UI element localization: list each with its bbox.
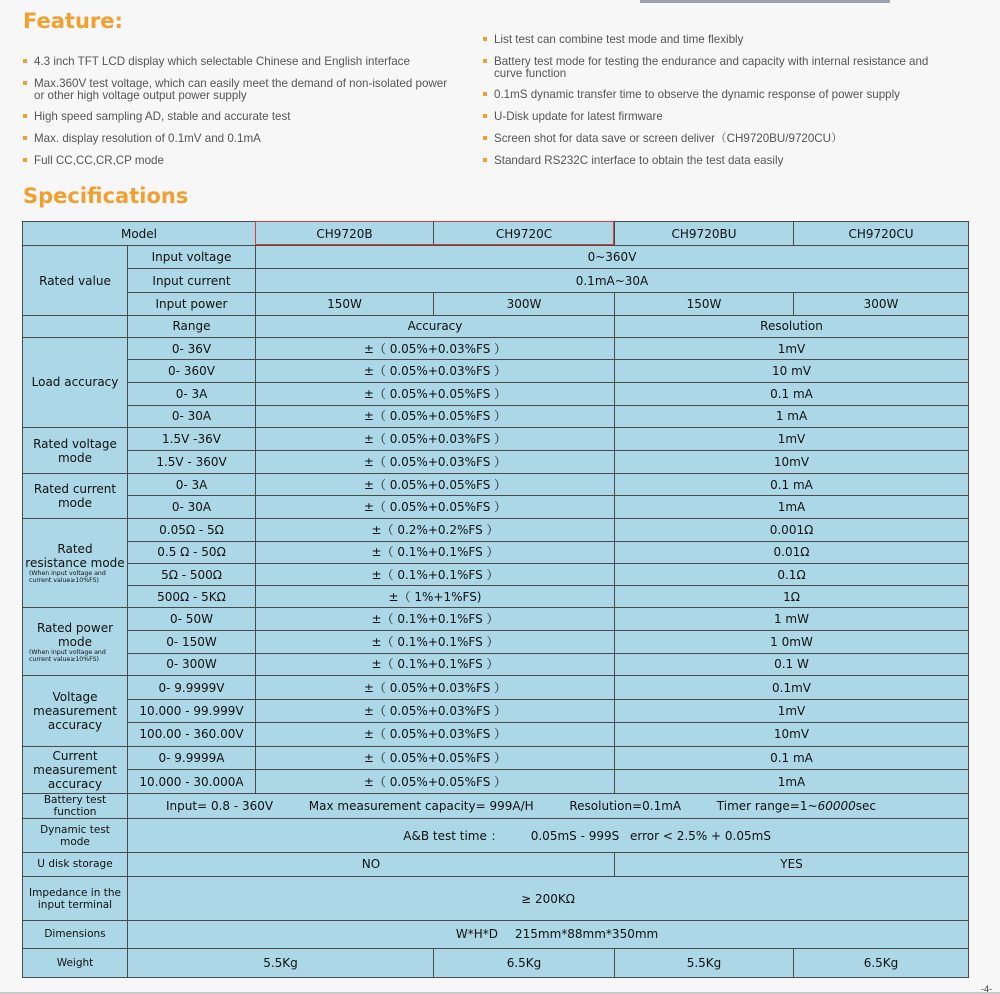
accuracy-cell: ±（ 0.1%+0.1%FS ） bbox=[256, 541, 615, 563]
rated-value-label: Rated value bbox=[23, 246, 128, 316]
accuracy-cell: ±（ 1%+1%FS) bbox=[256, 586, 615, 608]
range-cell: 0- 360V bbox=[128, 360, 256, 383]
weight-value: 6.5Kg bbox=[794, 948, 969, 977]
resolution-cell: 1 mA bbox=[615, 405, 969, 427]
model-cell: CH9720BU bbox=[615, 222, 794, 246]
feature-item: U-Disk update for latest firmware bbox=[483, 111, 663, 123]
range-cell: 0- 36V bbox=[128, 338, 256, 360]
feature-item: Max. display resolution of 0.1mV and 0.1mA bbox=[23, 133, 261, 145]
battery-timer: Timer range=1~60000sec bbox=[716, 799, 876, 814]
table-row bbox=[23, 292, 969, 315]
range-cell: 1.5V - 360V bbox=[128, 451, 256, 474]
weight-label: Weight bbox=[23, 948, 128, 977]
table-row bbox=[23, 338, 969, 360]
voltage-measurement-label: Voltage measurement accuracy bbox=[23, 676, 128, 747]
bullet-icon bbox=[483, 37, 487, 41]
bullet-icon bbox=[483, 114, 487, 118]
table-row bbox=[23, 769, 969, 793]
range-cell: 100.00 - 360.00V bbox=[128, 722, 256, 746]
resolution-cell: 10mV bbox=[615, 451, 969, 474]
page-number: -4- bbox=[981, 984, 992, 994]
rated-power-label bbox=[23, 608, 128, 676]
table-row bbox=[23, 269, 969, 292]
feature-item: List test can combine test mode and time flexibly bbox=[483, 34, 743, 46]
dynamic-test-label: Dynamic test mode bbox=[23, 819, 128, 852]
input-current-label: Input current bbox=[128, 269, 256, 292]
resolution-cell: 1mA bbox=[615, 496, 969, 518]
input-voltage-label: Input voltage bbox=[128, 246, 256, 269]
accuracy-cell: ±（ 0.05%+0.03%FS ） bbox=[256, 722, 615, 746]
resolution-cell: 1 mW bbox=[615, 608, 969, 630]
table-row bbox=[23, 246, 969, 269]
resolution-cell: 0.01Ω bbox=[615, 541, 969, 563]
spec-table bbox=[22, 221, 969, 978]
table-row bbox=[23, 586, 969, 608]
bullet-icon bbox=[23, 158, 27, 162]
blank-cell bbox=[23, 315, 128, 337]
range-cell: 0- 30A bbox=[128, 405, 256, 427]
resolution-cell: 1 0mW bbox=[615, 630, 969, 653]
battery-capacity: Max measurement capacity= 999A/H bbox=[308, 799, 534, 814]
weight-value: 5.5Kg bbox=[615, 948, 794, 977]
u-disk-yes: YES bbox=[615, 852, 969, 876]
table-row bbox=[23, 496, 969, 518]
input-power-value: 150W bbox=[615, 292, 794, 315]
resolution-cell: 0.1 W bbox=[615, 653, 969, 675]
bullet-icon bbox=[23, 59, 27, 63]
rated-resistance-label bbox=[23, 518, 128, 608]
feature-item: Standard RS232C interface to obtain the test data easily bbox=[483, 155, 783, 167]
table-row bbox=[23, 746, 969, 769]
feature-item: Full CC,CC,CR,CP mode bbox=[23, 155, 164, 167]
input-power-label: Input power bbox=[128, 292, 256, 315]
accuracy-cell: ±（ 0.05%+0.05%FS ） bbox=[256, 769, 615, 793]
resolution-cell: 0.1 mA bbox=[615, 474, 969, 496]
model-cell: CH9720B bbox=[256, 222, 434, 246]
accuracy-cell: ±（ 0.05%+0.03%FS ） bbox=[256, 427, 615, 450]
range-cell: 0- 9.9999V bbox=[128, 676, 256, 700]
dimensions-size: 215mm*88mm*350mm bbox=[515, 927, 659, 942]
table-row bbox=[23, 630, 969, 653]
u-disk-no: NO bbox=[128, 852, 615, 876]
impedance-value: ≥ 200KΩ bbox=[128, 876, 969, 920]
range-cell: 0- 150W bbox=[128, 630, 256, 653]
table-row bbox=[23, 700, 969, 722]
resolution-cell: 1mV bbox=[615, 338, 969, 360]
feature-heading: Feature: bbox=[23, 9, 123, 33]
table-row bbox=[23, 518, 969, 541]
weight-value: 6.5Kg bbox=[434, 948, 615, 977]
table-row bbox=[23, 676, 969, 700]
table-row bbox=[23, 315, 969, 337]
bullet-icon bbox=[483, 158, 487, 162]
table-row bbox=[23, 852, 969, 876]
table-row bbox=[23, 722, 969, 746]
range-cell: 0- 300W bbox=[128, 653, 256, 675]
feature-item: High speed sampling AD, stable and accurate test bbox=[23, 111, 291, 123]
range-cell: 5Ω - 500Ω bbox=[128, 564, 256, 586]
range-cell: 0- 3A bbox=[128, 383, 256, 405]
rated-resistance-note: (When input voltage and current value≥10%FS) bbox=[29, 570, 106, 585]
table-row bbox=[23, 451, 969, 474]
accuracy-cell: ±（ 0.1%+0.1%FS ） bbox=[256, 630, 615, 653]
accuracy-cell: ±（ 0.05%+0.03%FS ） bbox=[256, 338, 615, 360]
feature-item: 0.1mS dynamic transfer time to observe the dynamic response of power supply bbox=[483, 89, 900, 101]
feature-item: Battery test mode for testing the endurance and capacity with internal resistance and curve function bbox=[483, 56, 939, 79]
accuracy-cell: ±（ 0.2%+0.2%FS ） bbox=[256, 518, 615, 541]
dynamic-error: error < 2.5% + 0.05mS bbox=[630, 828, 771, 843]
range-cell: 0- 50W bbox=[128, 608, 256, 630]
resolution-cell: 1mV bbox=[615, 427, 969, 450]
weight-value: 5.5Kg bbox=[128, 948, 434, 977]
table-row bbox=[23, 819, 969, 852]
bullet-icon bbox=[23, 136, 27, 140]
rated-power-note: (When input voltage and current value≥10%FS) bbox=[29, 648, 106, 663]
model-label: Model bbox=[23, 222, 256, 246]
resolution-cell: 10mV bbox=[615, 722, 969, 746]
dynamic-time-range: 0.05mS - 999S bbox=[530, 828, 620, 843]
table-row bbox=[23, 383, 969, 405]
table-row bbox=[23, 921, 969, 948]
range-cell: 500Ω - 5KΩ bbox=[128, 586, 256, 608]
resolution-cell: 0.1 mA bbox=[615, 383, 969, 405]
impedance-label: Impedance in the input terminal bbox=[23, 876, 128, 920]
accuracy-cell: ±（ 0.05%+0.05%FS ） bbox=[256, 405, 615, 427]
resolution-cell: 10 mV bbox=[615, 360, 969, 383]
dimensions-label: Dimensions bbox=[23, 921, 128, 948]
range-cell: 10.000 - 30.000A bbox=[128, 769, 256, 793]
current-measurement-label: Current measurement accuracy bbox=[23, 746, 128, 793]
model-cell: CH9720C bbox=[434, 222, 615, 246]
input-power-value: 300W bbox=[794, 292, 969, 315]
input-power-value: 150W bbox=[256, 292, 434, 315]
range-cell: 0- 30A bbox=[128, 496, 256, 518]
accuracy-cell: ±（ 0.05%+0.03%FS ） bbox=[256, 676, 615, 700]
range-cell: 0- 9.9999A bbox=[128, 746, 256, 769]
table-row bbox=[23, 427, 969, 450]
input-current-value: 0.1mA~30A bbox=[256, 269, 969, 292]
table-row bbox=[23, 564, 969, 586]
dimensions-value bbox=[128, 921, 969, 948]
feature-item: 4.3 inch TFT LCD display which selectable Chinese and English interface bbox=[23, 56, 410, 68]
table-row bbox=[23, 653, 969, 675]
battery-resolution: Resolution=0.1mA bbox=[569, 799, 682, 814]
range-cell: 0.05Ω - 5Ω bbox=[128, 518, 256, 541]
table-row bbox=[23, 794, 969, 819]
bullet-icon bbox=[483, 59, 487, 63]
table-row bbox=[23, 948, 969, 977]
dynamic-ab-time: A&B test time ： bbox=[403, 828, 503, 843]
resolution-cell: 1mV bbox=[615, 700, 969, 722]
feature-item: Screen shot for data save or screen deliver（CH9720BU/9720CU） bbox=[483, 133, 843, 145]
battery-test-label: Battery test function bbox=[23, 794, 128, 819]
resolution-cell: 1mA bbox=[615, 769, 969, 793]
bullet-icon bbox=[483, 92, 487, 96]
rated-voltage-label: Rated voltage mode bbox=[23, 427, 128, 473]
model-cell: CH9720CU bbox=[794, 222, 969, 246]
table-row bbox=[23, 608, 969, 630]
spec-heading: Specifications bbox=[23, 184, 189, 208]
resolution-cell: 0.1Ω bbox=[615, 564, 969, 586]
resolution-cell: 0.1 mA bbox=[615, 746, 969, 769]
accuracy-cell: ±（ 0.1%+0.1%FS ） bbox=[256, 564, 615, 586]
rated-current-label: Rated current mode bbox=[23, 474, 128, 518]
accuracy-cell: ±（ 0.1%+0.1%FS ） bbox=[256, 608, 615, 630]
resolution-header: Resolution bbox=[615, 315, 969, 337]
table-row bbox=[23, 541, 969, 563]
accuracy-cell: ±（ 0.05%+0.03%FS ） bbox=[256, 700, 615, 722]
range-cell: 0.5 Ω - 50Ω bbox=[128, 541, 256, 563]
accuracy-cell: ±（ 0.05%+0.05%FS ） bbox=[256, 474, 615, 496]
table-row bbox=[23, 474, 969, 496]
table-row bbox=[23, 876, 969, 920]
battery-input: Input= 0.8 - 360V bbox=[166, 799, 274, 814]
battery-test-value bbox=[128, 794, 969, 819]
resolution-cell: 0.1mV bbox=[615, 676, 969, 700]
top-decor-bar bbox=[640, 0, 890, 3]
accuracy-cell: ±（ 0.05%+0.05%FS ） bbox=[256, 383, 615, 405]
bullet-icon bbox=[23, 81, 27, 85]
load-accuracy-label: Load accuracy bbox=[23, 338, 128, 428]
dimensions-whd: W*H*D bbox=[455, 927, 499, 942]
input-power-value: 300W bbox=[434, 292, 615, 315]
dynamic-test-value bbox=[128, 819, 969, 852]
accuracy-cell: ±（ 0.05%+0.03%FS ） bbox=[256, 451, 615, 474]
accuracy-header: Accuracy bbox=[256, 315, 615, 337]
resolution-cell: 1Ω bbox=[615, 586, 969, 608]
accuracy-cell: ±（ 0.1%+0.1%FS ） bbox=[256, 653, 615, 675]
u-disk-label: U disk storage bbox=[23, 852, 128, 876]
range-header: Range bbox=[128, 315, 256, 337]
bullet-icon bbox=[23, 114, 27, 118]
accuracy-cell: ±（ 0.05%+0.03%FS ） bbox=[256, 360, 615, 383]
bullet-icon bbox=[483, 136, 487, 140]
rated-resistance-title: Rated resistance mode bbox=[25, 542, 125, 571]
feature-item: Max.360V test voltage, which can easily meet the demand of non-isolated power or other high voltage output power supply bbox=[23, 78, 454, 101]
range-cell: 0- 3A bbox=[128, 474, 256, 496]
accuracy-cell: ±（ 0.05%+0.05%FS ） bbox=[256, 746, 615, 769]
rated-power-title: Rated power mode bbox=[36, 620, 114, 649]
input-voltage-value: 0~360V bbox=[256, 246, 969, 269]
resolution-cell: 0.001Ω bbox=[615, 518, 969, 541]
table-row bbox=[23, 222, 969, 246]
table-row bbox=[23, 405, 969, 427]
range-cell: 1.5V -36V bbox=[128, 427, 256, 450]
table-row bbox=[23, 360, 969, 383]
range-cell: 10.000 - 99.999V bbox=[128, 700, 256, 722]
accuracy-cell: ±（ 0.05%+0.05%FS ） bbox=[256, 496, 615, 518]
